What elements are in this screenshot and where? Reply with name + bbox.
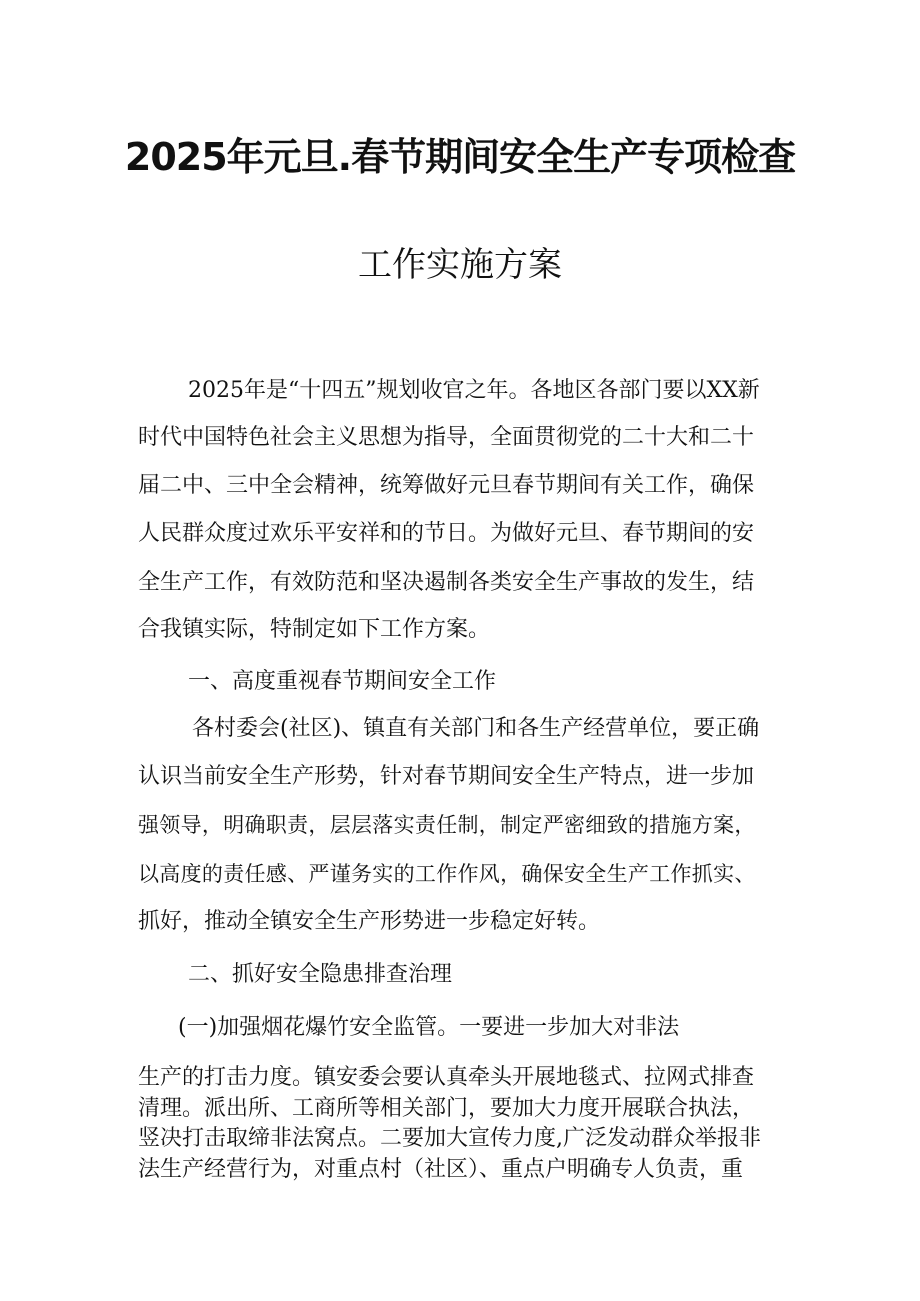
section-2-line: 法生产经营行为，对重点村（社区）、重点户明确专人负责，重	[138, 1157, 744, 1182]
section-2-subheading: (一)加强烟花爆竹安全监管。一要进一步加大对非法	[178, 1015, 680, 1040]
document-title-line-2: 工作实施方案	[358, 245, 562, 285]
section-1-line: 以高度的责任感、严谨务实的工作作风，确保安全生产工作抓实、	[138, 862, 756, 886]
section-1-heading: 一、高度重视春节期间安全工作	[188, 669, 497, 694]
intro-line: 人民群众度过欢乐平安祥和的节日。为做好元旦、春节期间的安	[138, 521, 755, 546]
intro-line: 届二中、三中全会精神，统筹做好元旦春节期间有关工作，确保	[138, 473, 755, 498]
intro-line: 时代中国特色社会主义思想为指导，全面贯彻党的二十大和二十	[138, 425, 755, 450]
section-2-line: 清理。派出所、工商所等相关部门，要加大力度开展联合执法，	[138, 1096, 755, 1121]
intro-line: 合我镇实际，特制定如下工作方案。	[138, 617, 491, 642]
section-1-line: 各村委会(社区)、镇直有关部门和各生产经营单位，要正确	[192, 716, 760, 741]
section-1-line: 强领导，明确职责，层层落实责任制，制定严密细致的措施方案，	[138, 813, 756, 837]
section-1-line: 认识当前安全生产形势，针对春节期间安全生产特点，进一步加	[138, 764, 755, 789]
section-1-line: 抓好，推动全镇安全生产形势进一步稳定好转。	[138, 909, 601, 934]
section-2-line: 生产的打击力度。镇安委会要认真牵头开展地毯式、拉网式排查	[138, 1065, 755, 1090]
intro-line: 2025年是“十四五”规划收官之年。各地区各部门要以XX新	[188, 378, 760, 403]
intro-line: 全生产工作，有效防范和坚决遏制各类安全生产事故的发生，结	[138, 570, 755, 595]
document-title-line-1: 2025年元旦.春节期间安全生产专项检查	[124, 135, 796, 179]
section-2-line: 竖决打击取缔非法窝点。二要加大宣传力度,广泛发动群众举报非	[138, 1126, 761, 1151]
section-2-heading: 二、抓好安全隐患排查治理	[188, 962, 453, 987]
